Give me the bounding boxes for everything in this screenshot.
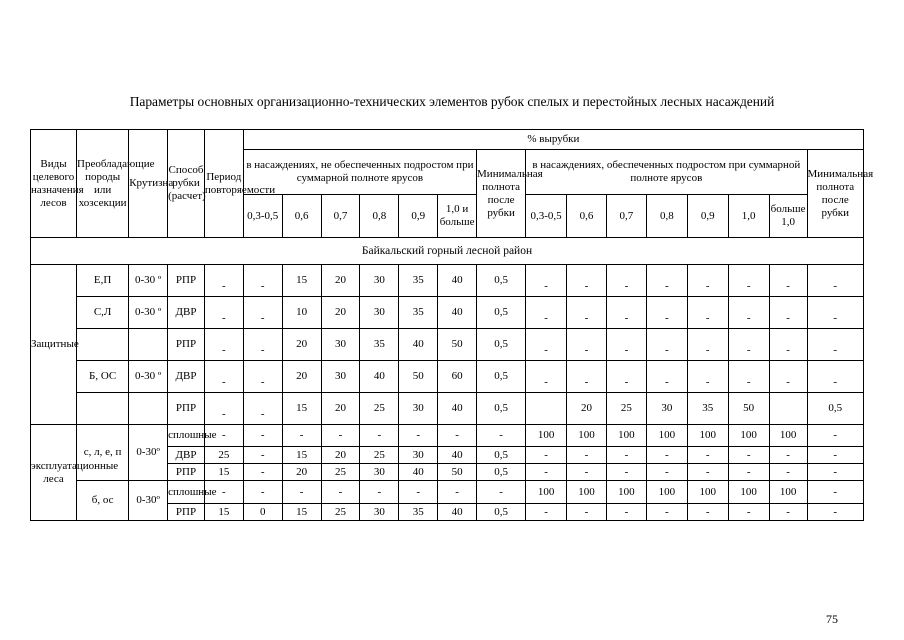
density-a-cell: 1,0 и больше	[438, 195, 477, 238]
value-cell: 25	[321, 504, 360, 521]
value-cell: -	[646, 447, 687, 464]
value-cell: 0,5	[477, 329, 526, 361]
value-cell: 20	[567, 393, 607, 425]
value-cell: -	[204, 393, 243, 425]
value-cell: 50	[438, 464, 477, 481]
value-cell: 100	[567, 425, 607, 447]
value-cell: -	[769, 504, 807, 521]
value-cell: 35	[399, 504, 438, 521]
value-cell: 0,5	[477, 393, 526, 425]
species-cell: Е,П	[77, 265, 129, 297]
value-cell: 0	[243, 504, 282, 521]
value-cell: 40	[399, 464, 438, 481]
slope-cell: 0-30 º	[129, 361, 168, 393]
value-cell: -	[606, 265, 646, 297]
table-row	[31, 425, 864, 447]
header-method: Способ рубки (расчет)	[168, 130, 205, 238]
value-cell: -	[567, 464, 607, 481]
slope-cell: 0-30º	[129, 425, 168, 481]
value-cell: -	[243, 464, 282, 481]
value-cell: -	[728, 447, 769, 464]
value-cell: 100	[728, 481, 769, 504]
value-cell: -	[204, 481, 243, 504]
method-cell: РПР	[168, 393, 205, 425]
value-cell: 0,5	[477, 297, 526, 329]
value-cell: -	[321, 425, 360, 447]
value-cell: -	[687, 464, 728, 481]
value-cell: -	[687, 329, 728, 361]
value-cell: -	[807, 481, 864, 504]
value-cell: -	[728, 329, 769, 361]
group-exploitation: эксплуатационные леса	[31, 425, 77, 521]
method-cell: ДВР	[168, 361, 205, 393]
value-cell: -	[728, 297, 769, 329]
value-cell: -	[567, 447, 607, 464]
value-cell: 30	[399, 447, 438, 464]
value-cell: 30	[360, 265, 399, 297]
value-cell: 0,5	[477, 265, 526, 297]
value-cell: -	[807, 464, 864, 481]
value-cell: 40	[438, 504, 477, 521]
table-row	[31, 265, 864, 297]
value-cell: -	[282, 481, 321, 504]
zone-row	[31, 238, 864, 265]
document-title: Параметры основных организационно-технических элементов рубок спелых и перестойных лесных насаждений	[129, 94, 775, 109]
value-cell: -	[399, 481, 438, 504]
value-cell: -	[567, 265, 607, 297]
page-number: 75	[826, 612, 838, 626]
method-cell: РПР	[168, 464, 205, 481]
value-cell: 35	[399, 297, 438, 329]
density-a-cell: 0,7	[321, 195, 360, 238]
table-row	[31, 361, 864, 393]
value-cell: -	[769, 447, 807, 464]
value-cell: -	[526, 447, 567, 464]
header-species: Преобладающие породы или хозсекции	[77, 130, 129, 238]
value-cell: -	[646, 329, 687, 361]
species-cell: б, ос	[77, 481, 129, 521]
value-cell: 30	[321, 329, 360, 361]
method-cell: РПР	[168, 504, 205, 521]
value-cell: -	[646, 265, 687, 297]
value-cell: -	[243, 361, 282, 393]
value-cell: 20	[282, 361, 321, 393]
value-cell: -	[321, 481, 360, 504]
value-cell: -	[567, 361, 607, 393]
density-b-cell: больше 1,0	[769, 195, 807, 238]
value-cell: 25	[606, 393, 646, 425]
header-period: Период повторяемости	[204, 130, 243, 238]
value-cell: -	[606, 504, 646, 521]
value-cell: -	[606, 329, 646, 361]
species-cell	[77, 393, 129, 425]
value-cell: -	[204, 425, 243, 447]
value-cell: -	[728, 504, 769, 521]
value-cell: -	[477, 481, 526, 504]
slope-cell: 0-30 º	[129, 265, 168, 297]
value-cell: 30	[360, 297, 399, 329]
value-cell: -	[807, 297, 864, 329]
value-cell: -	[769, 265, 807, 297]
value-cell: 0,5	[477, 464, 526, 481]
header-percent-cut: % вырубки	[243, 130, 863, 150]
value-cell: 40	[399, 329, 438, 361]
species-cell	[77, 329, 129, 361]
value-cell: 35	[399, 265, 438, 297]
value-cell: 20	[321, 297, 360, 329]
value-cell: -	[606, 297, 646, 329]
value-cell: -	[807, 329, 864, 361]
value-cell: -	[243, 481, 282, 504]
value-cell: -	[204, 265, 243, 297]
value-cell: 30	[360, 464, 399, 481]
value-cell: -	[567, 329, 607, 361]
value-cell: 0,5	[477, 504, 526, 521]
value-cell: -	[769, 464, 807, 481]
header-group-no-undergrowth: в насаждениях, не обеспеченных подростом при суммарной полноте ярусов	[243, 150, 476, 195]
value-cell: 30	[646, 393, 687, 425]
value-cell: -	[807, 265, 864, 297]
value-cell: -	[204, 297, 243, 329]
method-cell: ДВР	[168, 297, 205, 329]
value-cell: 30	[399, 393, 438, 425]
value-cell: -	[769, 329, 807, 361]
header-min-density-1: Минимальная полнота после рубки	[477, 150, 526, 238]
value-cell: 100	[769, 425, 807, 447]
value-cell: 25	[204, 447, 243, 464]
value-cell: 15	[204, 464, 243, 481]
value-cell: -	[606, 464, 646, 481]
value-cell: 50	[728, 393, 769, 425]
table-row	[31, 393, 864, 425]
value-cell: -	[728, 464, 769, 481]
value-cell: -	[646, 504, 687, 521]
header-min-density-2: Минимальная полнота после рубки	[807, 150, 864, 238]
value-cell: -	[526, 329, 567, 361]
value-cell: -	[807, 447, 864, 464]
value-cell: -	[687, 297, 728, 329]
method-cell: РПР	[168, 329, 205, 361]
value-cell: -	[687, 265, 728, 297]
value-cell: 20	[321, 393, 360, 425]
group-protective: Защитные	[31, 265, 77, 425]
value-cell: 40	[438, 297, 477, 329]
header-purpose: Виды целевого назначения лесов	[31, 130, 77, 238]
value-cell: 100	[606, 481, 646, 504]
header-row-1	[31, 130, 864, 150]
method-cell: сплошные	[168, 481, 205, 504]
density-b-cell: 0,9	[687, 195, 728, 238]
value-cell: -	[728, 265, 769, 297]
value-cell: -	[769, 297, 807, 329]
value-cell: -	[769, 361, 807, 393]
value-cell: -	[687, 504, 728, 521]
parameters-table	[30, 129, 874, 521]
value-cell: -	[526, 361, 567, 393]
value-cell: 50	[438, 329, 477, 361]
value-cell: 100	[526, 481, 567, 504]
value-cell: -	[807, 425, 864, 447]
value-cell: -	[438, 481, 477, 504]
species-cell: Б, ОС	[77, 361, 129, 393]
value-cell: 10	[282, 297, 321, 329]
value-cell: -	[687, 361, 728, 393]
species-cell: с, л, е, п	[77, 425, 129, 481]
value-cell: 100	[526, 425, 567, 447]
value-cell: -	[243, 297, 282, 329]
slope-cell: 0-30 º	[129, 297, 168, 329]
table-row	[31, 481, 864, 504]
method-cell: РПР	[168, 265, 205, 297]
method-cell: ДВР	[168, 447, 205, 464]
value-cell: -	[646, 361, 687, 393]
value-cell: -	[807, 361, 864, 393]
value-cell: 35	[360, 329, 399, 361]
value-cell: -	[204, 361, 243, 393]
value-cell: -	[646, 297, 687, 329]
value-cell: 40	[438, 265, 477, 297]
value-cell: -	[243, 265, 282, 297]
value-cell: 15	[282, 447, 321, 464]
value-cell: 30	[321, 361, 360, 393]
value-cell: 25	[360, 447, 399, 464]
value-cell: 40	[438, 447, 477, 464]
value-cell: -	[646, 464, 687, 481]
slope-cell: 0-30º	[129, 481, 168, 521]
value-cell: 40	[360, 361, 399, 393]
value-cell: 15	[282, 504, 321, 521]
value-cell: 15	[282, 265, 321, 297]
value-cell: 60	[438, 361, 477, 393]
value-cell	[526, 393, 567, 425]
value-cell: 100	[687, 425, 728, 447]
value-cell: 35	[687, 393, 728, 425]
value-cell: 40	[438, 393, 477, 425]
slope-cell	[129, 393, 168, 425]
value-cell: -	[360, 425, 399, 447]
species-cell: С,Л	[77, 297, 129, 329]
zone-label: Байкальский горный лесной район	[31, 238, 864, 265]
header-slope: Крутизна	[129, 130, 168, 238]
density-b-cell: 0,8	[646, 195, 687, 238]
value-cell: 20	[282, 329, 321, 361]
value-cell: -	[567, 297, 607, 329]
method-cell: сплошные	[168, 425, 205, 447]
value-cell: 100	[567, 481, 607, 504]
density-a-cell: 0,6	[282, 195, 321, 238]
value-cell: -	[243, 425, 282, 447]
value-cell: -	[807, 504, 864, 521]
value-cell: 15	[282, 393, 321, 425]
density-b-cell: 0,3-0,5	[526, 195, 567, 238]
value-cell: -	[728, 361, 769, 393]
value-cell: -	[526, 464, 567, 481]
value-cell: -	[399, 425, 438, 447]
value-cell: 100	[769, 481, 807, 504]
value-cell: -	[687, 447, 728, 464]
density-b-cell: 0,7	[606, 195, 646, 238]
header-group-with-undergrowth: в насаждениях, обеспеченных подростом при суммарной полноте ярусов	[526, 150, 807, 195]
value-cell: -	[526, 504, 567, 521]
value-cell: 100	[646, 425, 687, 447]
slope-cell	[129, 329, 168, 361]
value-cell: -	[243, 393, 282, 425]
value-cell: 100	[728, 425, 769, 447]
value-cell: 0,5	[807, 393, 864, 425]
value-cell: 20	[321, 265, 360, 297]
density-b-cell: 1,0	[728, 195, 769, 238]
value-cell: 30	[360, 504, 399, 521]
value-cell: 25	[321, 464, 360, 481]
value-cell: -	[477, 425, 526, 447]
value-cell: 20	[282, 464, 321, 481]
table-row	[31, 297, 864, 329]
value-cell: -	[243, 329, 282, 361]
value-cell: -	[526, 297, 567, 329]
value-cell: -	[606, 361, 646, 393]
value-cell: 100	[606, 425, 646, 447]
density-a-cell: 0,3-0,5	[243, 195, 282, 238]
value-cell: 100	[646, 481, 687, 504]
value-cell: -	[526, 265, 567, 297]
value-cell: -	[567, 504, 607, 521]
value-cell: 50	[399, 361, 438, 393]
value-cell: -	[282, 425, 321, 447]
value-cell: 25	[360, 393, 399, 425]
value-cell	[769, 393, 807, 425]
value-cell: 15	[204, 504, 243, 521]
value-cell: 100	[687, 481, 728, 504]
density-b-cell: 0,6	[567, 195, 607, 238]
value-cell: 20	[321, 447, 360, 464]
density-a-cell: 0,8	[360, 195, 399, 238]
value-cell: -	[606, 447, 646, 464]
table-row	[31, 329, 864, 361]
value-cell: 0,5	[477, 447, 526, 464]
value-cell: -	[243, 447, 282, 464]
density-a-cell: 0,9	[399, 195, 438, 238]
value-cell: -	[360, 481, 399, 504]
value-cell: 0,5	[477, 361, 526, 393]
value-cell: -	[204, 329, 243, 361]
value-cell: -	[438, 425, 477, 447]
